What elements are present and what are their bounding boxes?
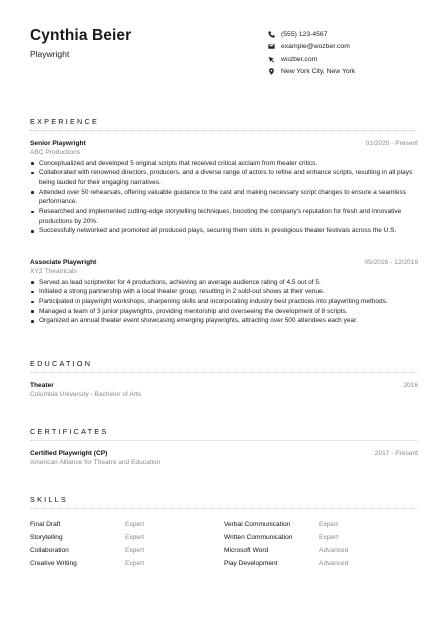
skill-name: Verbal Communication: [224, 521, 291, 528]
skill-name: Play Development: [224, 560, 278, 567]
skill-name: Collaboration: [30, 547, 69, 554]
skills-heading: SKILLS: [30, 495, 68, 504]
list-item: Initiated a strong partnership with a local theater group, resulting in 2 sold-out shows at their venue.: [30, 287, 418, 297]
contact-phone: [268, 28, 355, 41]
certificates-divider: [30, 440, 418, 441]
skill-level: Expert: [125, 521, 145, 528]
contact-list: [268, 28, 355, 78]
job-bullets: [30, 159, 418, 237]
phone-icon: [268, 31, 281, 38]
list-item: Successfully networked and promoted all produced plays, securing them slots in prestigious theater festivals across the U.S.: [30, 226, 418, 236]
list-item: Participated in playwright workshops, sharpening skills and incorporating industry best practices into playwriting methods.: [30, 297, 418, 307]
contact-location-text: New York City, New York: [281, 68, 356, 76]
job-bullets: [30, 278, 418, 327]
contact-email: [268, 41, 355, 54]
education-school: Columbia University - Bachelor of Arts: [30, 390, 142, 398]
certificates-heading: CERTIFICATES: [30, 427, 109, 436]
education-title: Theater: [30, 382, 54, 389]
link-icon: [268, 56, 281, 63]
skill-level: Advanced: [319, 560, 349, 567]
location-icon: [268, 68, 281, 75]
list-item: Collaborated with renowned directors, producers, and a diverse range of actors to refine and enhance scripts, resulting in all plays being lauded for their engaging narratives.: [30, 168, 418, 187]
list-item: Served as lead scriptwriter for 4 productions, achieving an average audience rating of 4.5 out of 5.: [30, 278, 418, 288]
skill-row: [30, 531, 418, 544]
skill-name: Microsoft Word: [224, 547, 269, 554]
education-date: 2016: [403, 382, 418, 389]
education-divider: [30, 372, 418, 373]
skill-name: Creative Writing: [30, 560, 77, 567]
skill-name: Storytelling: [30, 534, 63, 541]
list-item: Conceptualized and developed 5 original scripts that received critical acclaim from theater critics.: [30, 159, 418, 169]
contact-location: [268, 66, 355, 79]
education-heading: EDUCATION: [30, 359, 93, 368]
job-company: ABC Productions: [30, 148, 81, 156]
skills-divider: [30, 508, 418, 509]
job-associate-playwright: [30, 259, 418, 326]
job-role: Senior Playwright: [30, 140, 86, 147]
job-senior-playwright: [30, 140, 418, 236]
skills-grid: [30, 518, 418, 570]
job-date: 01/2020 - Present: [365, 140, 418, 147]
skill-level: Advanced: [319, 547, 349, 554]
list-item: Organized an annual theater event showcasing emerging playwrights, attracting over 500 attendees each year.: [30, 316, 418, 326]
contact-website: [268, 53, 355, 66]
list-item: Managed a team of 3 junior playwrights, providing mentorship and overseeing the development of 8 scripts.: [30, 307, 418, 317]
skill-name: Written Communication: [224, 534, 293, 541]
skill-name: Final Draft: [30, 521, 61, 528]
job-company: XYZ Theatricals: [30, 267, 77, 275]
certificate-entry: [30, 450, 418, 466]
skill-level: Expert: [319, 534, 339, 541]
certificate-issuer: American Alliance for Theatre and Education: [30, 458, 161, 466]
skill-level: Expert: [125, 534, 145, 541]
candidate-title: Playwright: [30, 49, 70, 59]
skill-level: Expert: [125, 547, 145, 554]
email-icon: [268, 43, 281, 50]
job-role: Associate Playwright: [30, 259, 97, 266]
contact-website-text[interactable]: wozber.com: [281, 55, 318, 63]
contact-email-text[interactable]: example@wozber.com: [281, 43, 350, 51]
skill-row: [30, 557, 418, 570]
skill-row: [30, 518, 418, 531]
job-date: 05/2016 - 12/2019: [364, 259, 418, 266]
list-item: Attended over 50 rehearsals, offering valuable guidance to the cast and making necessary script changes to ensure a seamless performance.: [30, 188, 418, 207]
list-item: Researched and implemented cutting-edge storytelling techniques, boosting the company's reputation for fresh and innovative productions by 20%.: [30, 207, 418, 226]
education-entry: [30, 382, 418, 398]
contact-phone-text: (555) 123-4567: [281, 30, 328, 38]
candidate-name: Cynthia Beier: [30, 27, 132, 44]
experience-heading: EXPERIENCE: [30, 117, 100, 126]
certificate-date: 2017 - Present: [374, 450, 418, 457]
skill-level: Expert: [319, 521, 339, 528]
skill-level: Expert: [125, 560, 145, 567]
skill-row: [30, 544, 418, 557]
experience-divider: [30, 130, 418, 131]
certificate-title: Certified Playwright (CP): [30, 450, 108, 457]
